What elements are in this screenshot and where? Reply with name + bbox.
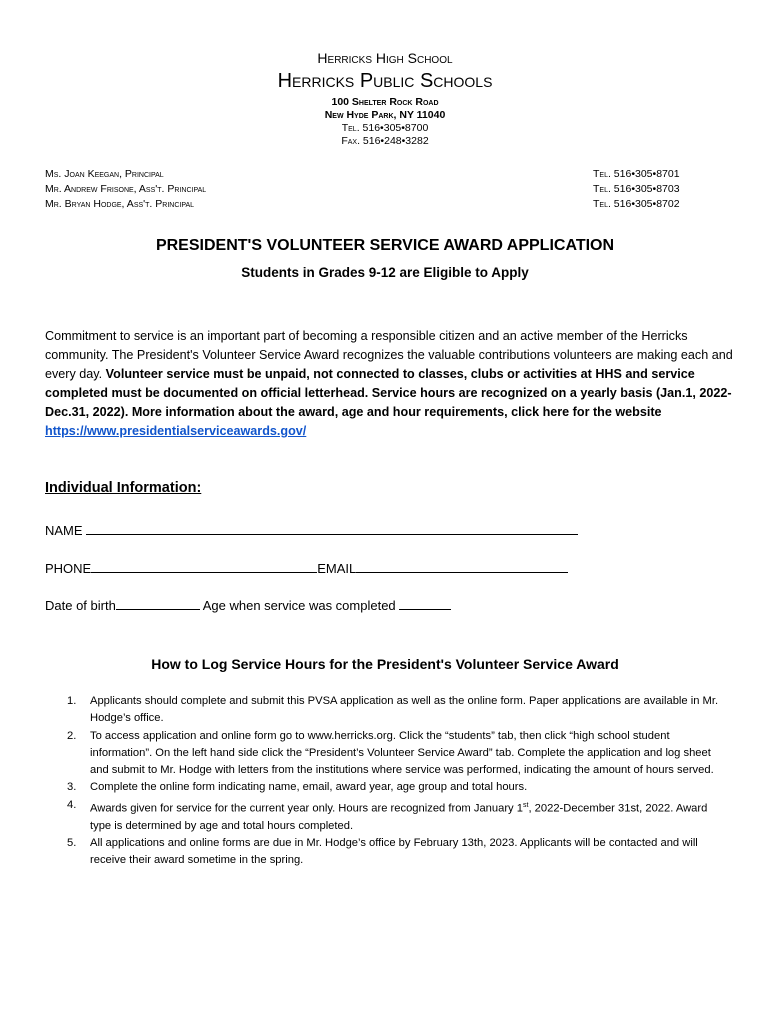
staff-tel: Tel. 516•305•8703 [593,183,680,195]
instruction-item: 4. Awards given for service for the current year only. Hours are recognized from January 1st, 2022-December 31st, 2022. Award type is determined by age and total hours completed. [67,798,708,832]
name-field[interactable] [86,534,578,535]
instruction-item: 2. To access application and online form go to www.herricks.org. Click the “students” tab, then click “high school student information”. On the left hand side click the “President’s Volunteer Service Award” tab. Complete the application and log sheet and submit to Mr. Hodge with letters from the institutions where service was performed, indicating the amount of hours served. [67,729,714,777]
staff-list [45,167,206,212]
phone-label: PHONE [45,561,92,576]
fax-number: Fax. 516•248•3282 [341,135,429,147]
address-line-2: New Hyde Park, NY 11040 [324,109,446,121]
school-name: Herricks High School [317,50,453,66]
dob-field[interactable] [116,609,200,610]
age-field[interactable] [399,609,451,610]
staff-principal: Ms. Joan Keegan, Principal [45,168,164,180]
staff-assistant-principal-1: Mr. Andrew Frisone, Ass't. Principal [45,183,207,195]
howto-heading: How to Log Service Hours for the President's Volunteer Service Award [151,656,619,672]
name-label: NAME [45,523,87,538]
pvsa-website-link[interactable]: https://www.presidentialserviceawards.gov/ [45,424,307,438]
instruction-item: 5. All applications and online forms are due in Mr. Hodge’s office by February 13th, 2023. Applicants will be contacted and will receive their award sometime in the spring. [67,837,698,867]
instruction-item: 1. Applicants should complete and submit this PVSA application as well as the online form. Paper applications are available in Mr. Hodge’s office. [67,695,719,725]
email-field[interactable] [356,572,568,573]
email-label: EMAIL [317,561,357,576]
intro-paragraph [45,327,735,441]
instruction-item: 3. Complete the online form indicating name, email, award year, age group and total hours. [67,781,528,794]
age-label: Age when service was completed [199,598,400,613]
instructions-list [45,693,725,870]
individual-info-heading: Individual Information: [45,480,202,496]
dob-age-row [45,598,451,613]
name-row [45,523,578,538]
staff-tel: Tel. 516•305•8701 [593,168,680,180]
address-line-1: 100 Shelter Rock Road [331,96,439,108]
staff-tel: Tel. 516•305•8702 [593,198,680,210]
intro-requirements: Volunteer service must be unpaid, not connected to classes, clubs or activities at HHS and service completed must be documented on official letterhead. Service hours are recognized on a yearly basis (Jan.1, 2022-Dec.31, 2022). More information about the award, age and hour requirements, click here for the website [45,367,732,419]
contact-row [45,561,568,576]
staff-telephones [593,167,680,212]
main-telephone: Tel. 516•305•8700 [341,122,429,134]
district-name: Herricks Public Schools [277,70,493,92]
form-title: PRESIDENT'S VOLUNTEER SERVICE AWARD APPLICATION [155,237,615,254]
intro-text: Commitment to service is an important part of becoming a responsible citizen and an active member of the Herricks community. The President's Volunteer Service Award recognizes the valuable contributions volunteers are making each and every day. [45,329,733,381]
staff-assistant-principal-2: Mr. Bryan Hodge, Ass't. Principal [45,198,195,210]
form-subtitle: Students in Grades 9-12 are Eligible to Apply [241,265,529,280]
phone-field[interactable] [91,572,317,573]
dob-label: Date of birth [45,598,116,613]
